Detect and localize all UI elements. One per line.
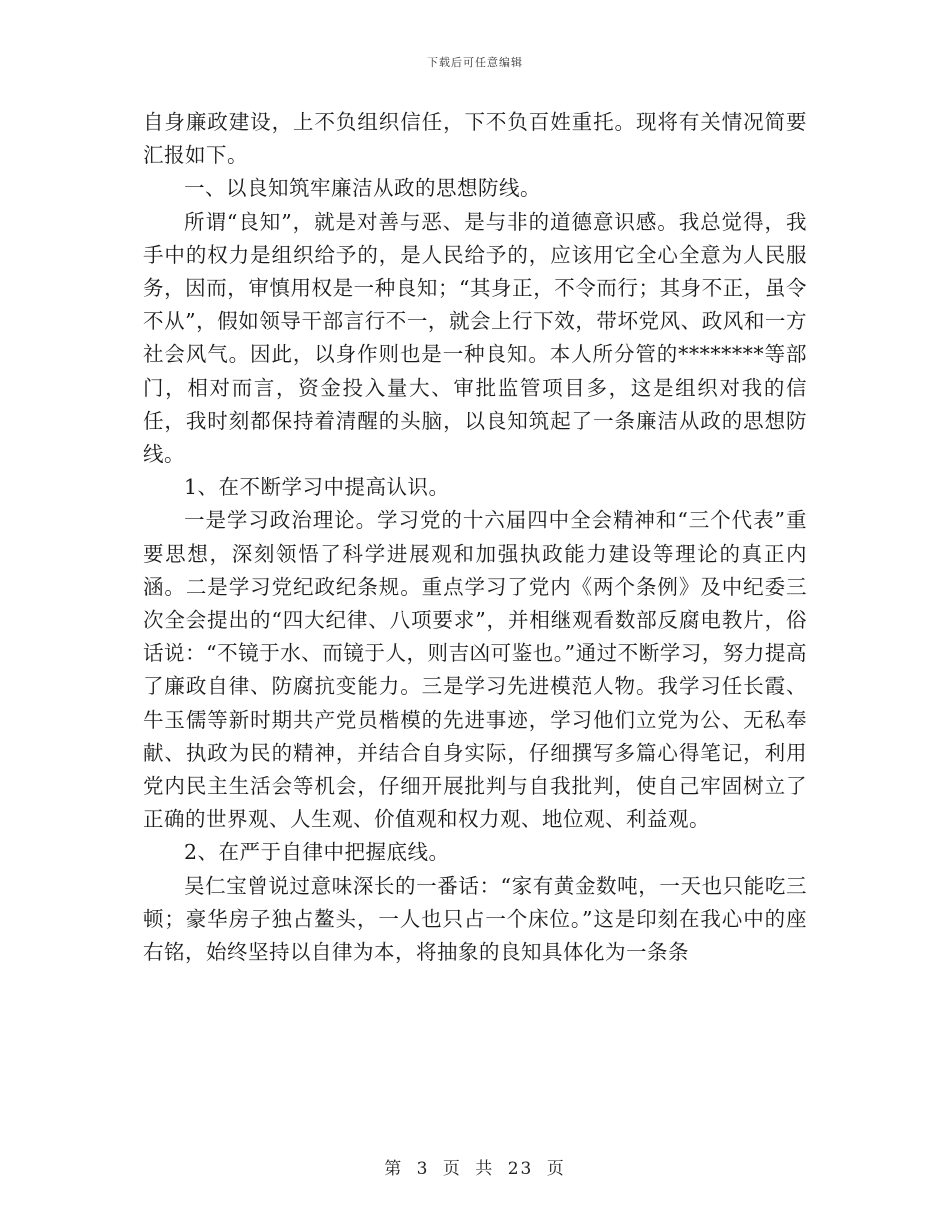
paragraph: 自身廉政建设，上不负组织信任，下不负百姓重托。现将有关情况简要汇报如下。 bbox=[143, 110, 807, 168]
subsection-heading: 1、在不断学习中提高认识。 bbox=[184, 475, 450, 500]
section-heading: 一、以良知筑牢廉洁从政的思想防线。 bbox=[184, 176, 541, 201]
page-number-footer: 第 3 页 共 23 页 bbox=[384, 1159, 566, 1179]
paragraph: 吴仁宝曾说过意味深长的一番话：“家有黄金数吨，一天也只能吃三顿；豪华房子独占鳌头，一人也只占一个床位。”这是印刻在我心中的座右铭，始终坚持以自律为本，将抽象的良知具体化为一条条 bbox=[143, 873, 807, 965]
paragraph: 所谓“良知”，就是对善与恶、是与非的道德意识感。我总觉得，我手中的权力是组织给予的，是人民给予的，应该用它全心全意为人民服务，因而，审慎用权是一种良知；“其身正，不令而行；其身不正，虽令不从”，假如领导干部言行不一，就会上行下效，带坏党风、政风和一方社会风气。因此，以身作则也是一种良知。本人所分管的********等部门，相对而言，资金投入量大、审批监管项目多，这是组织对我的信任，我时刻都保持着清醒的头脑，以良知筑起了一条廉洁从政的思想防线。 bbox=[143, 209, 807, 467]
paragraph: 一是学习政治理论。学习党的十六届四中全会精神和“三个代表”重要思想，深刻领悟了科学进展观和加强执政能力建设等理论的真正内涵。二是学习党纪政纪条规。重点学习了党内《两个条例》及中纪委三次全会提出的“四大纪律、八项要求”，并相继观看数部反腐电教片，俗话说：“不镜于水、而镜于人，则吉凶可鉴也。”通过不断学习，努力提高了廉政自律、防腐抗变能力。三是学习先进模范人物。我学习任长霞、牛玉儒等新时期共产党员楷模的先进事迹，学习他们立党为公、无私奉献、执政为民的精神，并结合自身实际，仔细撰写多篇心得笔记，利用党内民主生活会等机会，仔细开展批判与自我批判，使自己牢固树立了正确的世界观、人生观、价值观和权力观、地位观、利益观。 bbox=[143, 508, 807, 832]
document-body bbox=[143, 106, 807, 969]
subsection-heading: 2、在严于自律中把握底线。 bbox=[184, 840, 450, 865]
page-header: 下载后可任意编辑 bbox=[427, 56, 523, 69]
